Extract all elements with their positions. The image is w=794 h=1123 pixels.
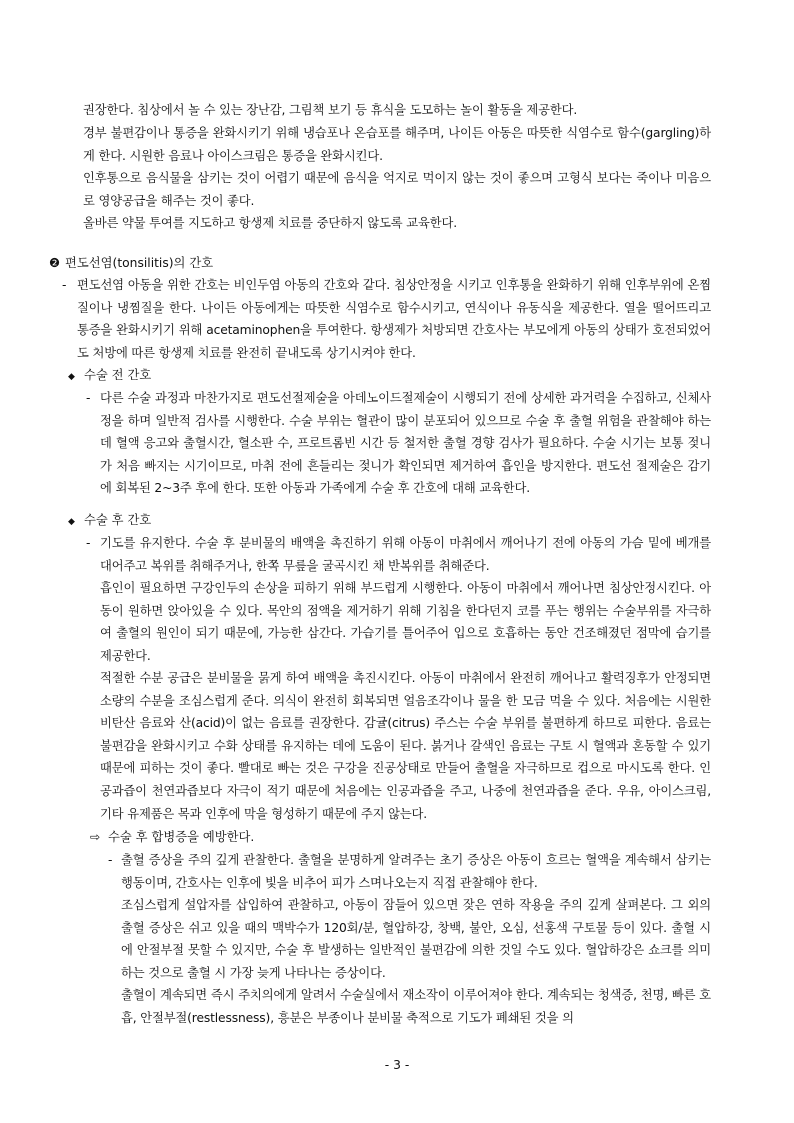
intro-paragraph: 편도선염 아동을 위한 간호는 비인두염 아동의 간호와 같다. 침상안정을 시키고 인후통을 완화하기 위해 인후부위에 온찜질이나 냉찜질을 한다. 나이든 아동에게는 따뜻한 식염수로 함수시키고, 연식이나 유동식을 제공한다. 열을 떨어뜨리고 통증을 완화시키기 위해 acetaminophen을 투여한다. 항생제가 처방되면 간호사는 부모에게 아동의 상태가 호전되었어도 처방에 따른 항생제 치료를 완전히 끝내도록 상기시켜야 한다. <box>77 278 711 360</box>
postop-title: 수술 후 간호 <box>84 513 152 527</box>
complications-dash: - <box>108 853 113 867</box>
continued-bleeding-paragraph: 출혈이 계속되면 즉시 주치의에게 알려서 수술실에서 재소작이 이루어져야 한다. 계속되는 청색증, 천명, 빠른 호흡, 안절부절(restlessness), 흥분은 부종이나 분비물 축적으로 기도가 폐쇄된 것을 의 <box>121 988 711 1025</box>
bleeding-observation-paragraph: 출혈 증상을 주의 깊게 관찰한다. 출혈을 분명하게 알려주는 초기 증상은 아동이 흐르는 혈액을 계속해서 삼키는 행동이며, 간호사는 인후에 빛을 비추어 피가 스며나오는지 직접 관찰해야 한다. <box>121 853 711 890</box>
complications-title: 수술 후 합병증을 예방한다. <box>108 830 255 844</box>
preop-title: 수술 전 간호 <box>84 368 152 382</box>
preop-heading <box>68 364 151 389</box>
diamond-bullet-icon: ◆ <box>68 372 75 382</box>
section-number-marker: ❷ <box>49 256 61 270</box>
paragraph-neck-discomfort: 경부 불편감이나 통증을 완화시키기 위해 냉습포나 온습포를 해주며, 나이든 아동은 따뜻한 식염수로 함수(gargling)하게 한다. 시원한 음료나 아이스크림은 통증을 완화시킨다. <box>83 126 711 163</box>
complications-heading <box>90 826 254 849</box>
paragraph-medication: 올바른 약물 투여를 지도하고 항생제 치료를 중단하지 않도록 교육한다. <box>83 216 457 230</box>
postop-fluids-paragraph: 적절한 수분 공급은 분비물을 묽게 하여 배액을 촉진시킨다. 아동이 마취에서 완전히 깨어나고 활력징후가 안정되면 소량의 수분을 조심스럽게 준다. 의식이 완전히 회복되면 얼음조각이나 물을 한 모금 먹을 수 있다. 처음에는 시원한 비탄산 음료와 산(acid)이 없는 음료를 권장한다. 감귤(citrus) 주스는 수술 부위를 불편하게 하므로 피한다. 음료는 불편감을 완화시키고 수화 상태를 유지하는 데에 도움이 된다. 붉거나 갈색인 음료는 구토 시 혈액과 혼동할 수 있기 때문에 피하는 것이 좋다. 빨대로 빠는 것은 구강을 진공상태로 만들어 출혈을 자극하므로 컵으로 마시도록 한다. 인공과즙이 천연과즙보다 자극이 적기 때문에 처음에는 인공과즙을 주고, 나중에 천연과즙을 준다. 우유, 아이스크림, 기타 유제품은 목과 인후에 막을 형성하기 때문에 주지 않는다. <box>100 671 711 821</box>
preop-paragraph: 다른 수술 과정과 마찬가지로 편도선절제술을 아데노이드절제술이 시행되기 전에 상세한 과거력을 수집하고, 신체사정을 하며 일반적 검사를 시행한다. 수술 부위는 혈관이 많이 분포되어 있으므로 수술 후 출혈 위험을 관찰해야 하는데 혈액 응고와 출혈시간, 혈소판 수, 프로트롬빈 시간 등 철저한 출혈 경향 검사가 필요하다. 수술 시기는 보통 젖니가 처음 빠지는 시기이므로, 마취 전에 흔들리는 젖니가 확인되면 제거하여 흡인을 방지한다. 편도선 절제술은 감기에 회복된 2~3주 후에 한다. 또한 아동과 가족에게 수술 후 간호에 대해 교육한다. <box>100 391 711 496</box>
preop-dash: - <box>86 391 91 405</box>
paragraph-play-activities: 권장한다. 침상에서 놀 수 있는 장난감, 그림책 보기 등 휴식을 도모하는 놀이 활동을 제공한다. <box>83 103 578 117</box>
postop-dash: - <box>86 536 91 550</box>
page-number: - 3 - <box>384 1058 410 1072</box>
arrow-bullet-icon: ⇨ <box>90 830 101 844</box>
section-heading <box>49 252 213 275</box>
postop-suction-paragraph: 흡인이 필요하면 구강인두의 손상을 피하기 위해 부드럽게 시행한다. 아동이 마취에서 깨어나면 침상안정시킨다. 아동이 원하면 앉아있을 수 있다. 목안의 점액을 제거하기 위해 기침을 한다던지 코를 푸는 행위는 수술부위를 자극하여 출혈의 원인이 되기 때문에, 가능한 삼간다. 가습기를 틀어주어 입으로 호흡하는 동안 건조해졌던 점막에 습기를 제공한다. <box>100 581 711 663</box>
bleeding-signs-paragraph: 조심스럽게 설압자를 삽입하여 관찰하고, 아동이 잠들어 있으면 잦은 연하 작용을 주의 깊게 살펴본다. 그 외의 출혈 증상은 쉬고 있을 때의 맥박수가 120회/분, 혈압하강, 창백, 불안, 오심, 선홍색 구토물 등이 있다. 출혈 시에 안절부절 못할 수 있지만, 수술 후 발생하는 일반적인 불편감에 의한 것일 수도 있다. 혈압하강은 쇼크를 의미하는 것으로 출혈 시 가장 늦게 나타나는 증상이다. <box>121 898 711 980</box>
diamond-bullet-icon: ◆ <box>68 517 75 527</box>
postop-airway-paragraph: 기도를 유지한다. 수술 후 분비물의 배액을 촉진하기 위해 아동이 마취에서 깨어나기 전에 아동의 가슴 밑에 베개를 대어주고 복위를 취해주거나, 한쪽 무릎을 굴곡시킨 채 반복위를 취해준다. <box>100 536 711 573</box>
intro-dash: - <box>62 278 67 292</box>
section-title: 편도선염(tonsilitis)의 간호 <box>65 256 214 270</box>
postop-heading <box>68 509 151 534</box>
paragraph-sore-throat-diet: 인후통으로 음식물을 삼키는 것이 어렵기 때문에 음식을 억지로 먹이지 않는 것이 좋으며 고형식 보다는 죽이나 미음으로 영양공급을 해주는 것이 좋다. <box>83 171 711 208</box>
